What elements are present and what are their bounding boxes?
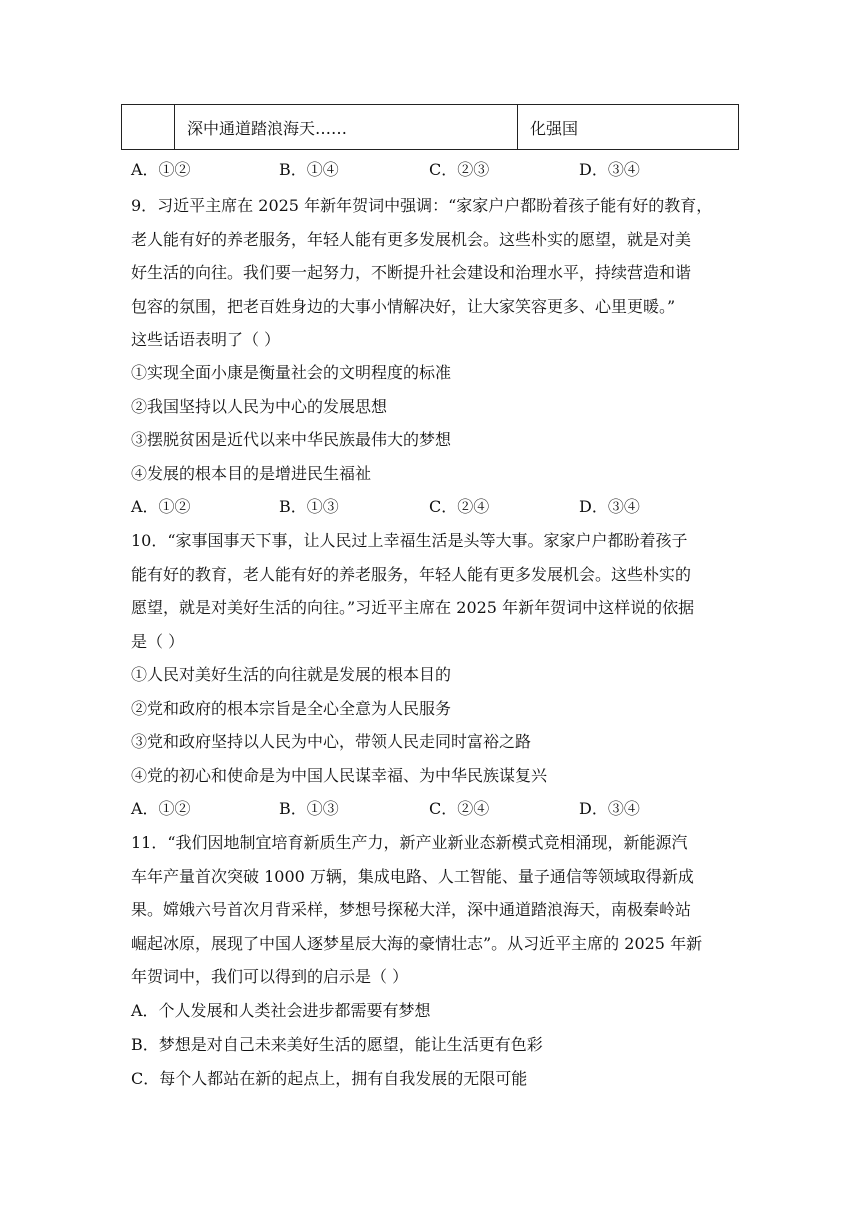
table-cell-empty	[122, 105, 175, 150]
statement-item: ①人民对美好生活的向往就是发展的根本目的	[131, 665, 452, 684]
table-cell-text: 化强国	[518, 105, 739, 150]
question-text-line: 果。嫦娥六号首次月背采样，梦想号探秘大洋，深中通道踏浪海天，南极秦岭站	[131, 900, 692, 919]
option-d: D．③④	[579, 799, 640, 818]
option-d: D．③④	[579, 160, 640, 179]
question-text-line: 9．习近平主席在 2025 年新年贺词中强调：“家家户户都盼着孩子能有好的教育，	[131, 196, 713, 215]
option-b: B．①④	[279, 160, 339, 179]
option-a: A．①②	[131, 497, 191, 516]
answer-options	[131, 497, 691, 517]
answer-options	[131, 799, 691, 819]
option-a: A．个人发展和人类社会进步都需要有梦想	[131, 1001, 431, 1020]
option-b: B．①③	[279, 799, 339, 818]
question-text-line: 这些话语表明了（ ）	[131, 330, 281, 349]
question-text-line: 是（ ）	[131, 632, 185, 651]
option-d: D．③④	[579, 497, 640, 516]
table-row	[122, 105, 739, 150]
option-c: C．每个人都站在新的起点上，拥有自我发展的无限可能	[131, 1069, 528, 1088]
option-a: A．①②	[131, 160, 191, 179]
question-text-line: 车年产量首次突破 1000 万辆，集成电路、人工智能、量子通信等领域取得新成	[131, 867, 694, 886]
option-b: B．梦想是对自己未来美好生活的愿望，能让生活更有色彩	[131, 1035, 543, 1054]
statement-item: ②我国坚持以人民为中心的发展思想	[131, 397, 388, 416]
statement-item: ①实现全面小康是衡量社会的文明程度的标准	[131, 363, 452, 382]
question-text-line: 老人能有好的养老服务，年轻人能有更多发展机会。这些朴实的愿望，就是对美	[131, 230, 692, 249]
option-c: C．②④	[429, 497, 490, 516]
question-text-line: 包容的氛围，把老百姓身边的大事小情解决好，让大家笑容更多、心里更暖。”	[131, 297, 676, 316]
question-text-line: 10．“家事国事天下事，让人民过上幸福生活是头等大事。家家户户都盼着孩子	[131, 531, 688, 550]
question-text-line: 好生活的向往。我们要一起努力，不断提升社会建设和治理水平，持续营造和谐	[131, 263, 692, 282]
option-c: C．②④	[429, 799, 490, 818]
question-text-line: 年贺词中，我们可以得到的启示是（ ）	[131, 967, 409, 986]
option-a: A．①②	[131, 799, 191, 818]
statement-item: ④发展的根本目的是增进民生福祉	[131, 464, 372, 483]
answer-options	[131, 160, 691, 180]
option-b: B．①③	[279, 497, 339, 516]
question-text-line: 崛起冰原，展现了中国人逐梦星辰大海的豪情壮志”。从习近平主席的 2025 年新	[131, 934, 703, 953]
statement-item: ④党的初心和使命是为中国人民谋幸福、为中华民族谋复兴	[131, 766, 548, 785]
table-cell-text: 深中通道踏浪海天……	[175, 105, 518, 150]
option-c: C．②③	[429, 160, 490, 179]
question-text-line: 愿望，就是对美好生活的向往。”习近平主席在 2025 年新年贺词中这样说的依据	[131, 598, 695, 617]
statement-item: ③摆脱贫困是近代以来中华民族最伟大的梦想	[131, 430, 452, 449]
answer-table-fragment	[121, 104, 739, 150]
question-text-line: 能有好的教育，老人能有好的养老服务，年轻人能有更多发展机会。这些朴实的	[131, 565, 692, 584]
question-text-line: 11．“我们因地制宜培育新质生产力，新产业新业态新模式竞相涌现，新能源汽	[131, 833, 688, 852]
statement-item: ③党和政府坚持以人民为中心，带领人民走同时富裕之路	[131, 732, 532, 751]
statement-item: ②党和政府的根本宗旨是全心全意为人民服务	[131, 699, 452, 718]
